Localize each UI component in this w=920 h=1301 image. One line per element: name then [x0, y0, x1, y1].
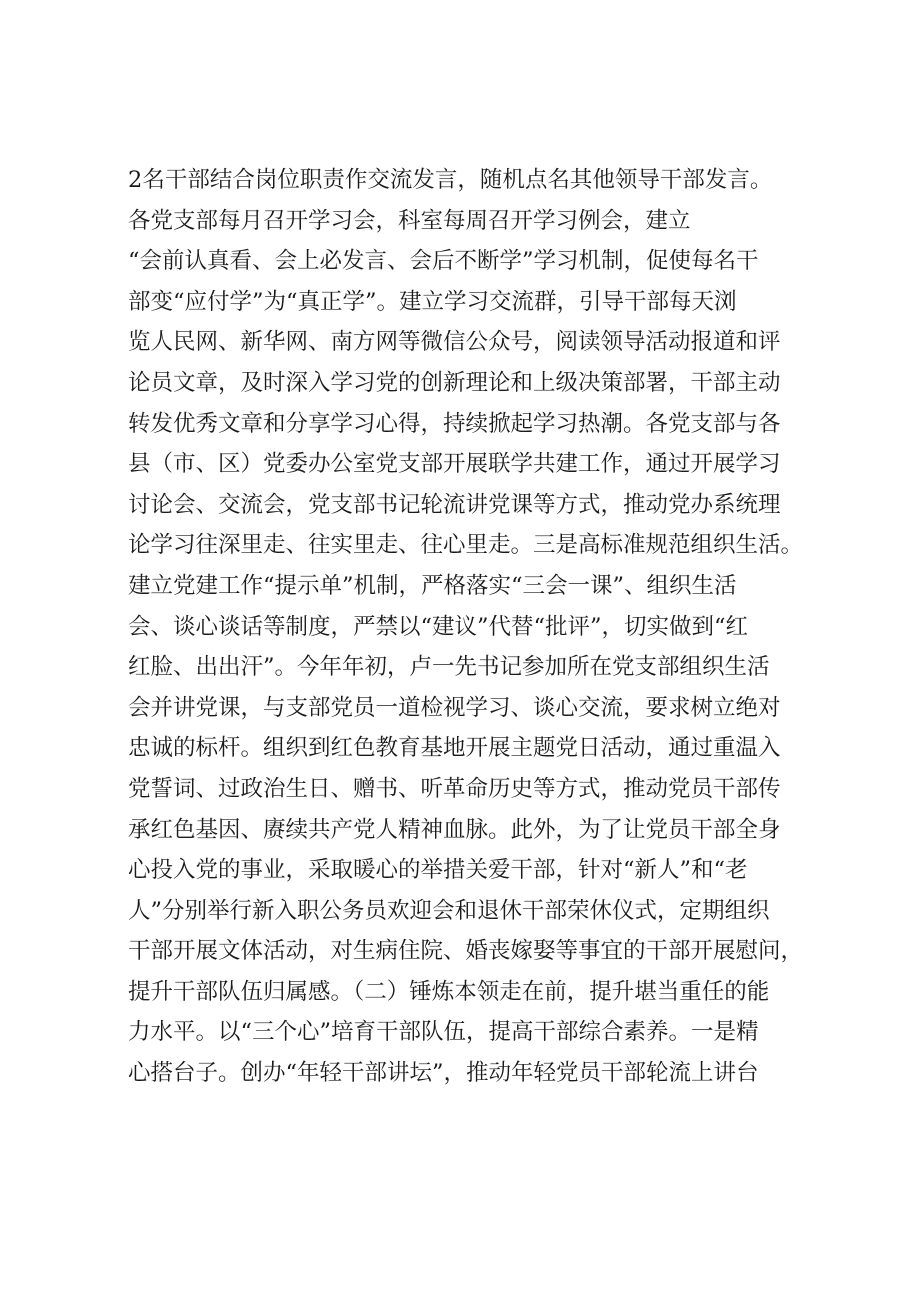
text-line: 干部开展文体活动，对生病住院、婚丧嫁娶等事宜的干部开展慰问， — [128, 938, 804, 965]
text-line: 论员文章，及时深入学习党的创新理论和上级决策部署，干部主动 — [128, 369, 781, 396]
text-line: 转发优秀文章和分享学习心得，持续掀起学习热潮。各党支部与各 — [128, 410, 781, 437]
text-line: 讨论会、交流会，党支部书记轮流讲党课等方式，推动党办系统理 — [128, 491, 781, 518]
text-line: 县（市、区）党委办公室党支部开展联学共建工作，通过开展学习 — [128, 451, 781, 478]
text-line: 提升干部队伍归属感。（二）锤炼本领走在前，提升堪当重任的能 — [128, 978, 770, 1005]
text-line: 会、谈心谈话等制度，严禁以“建议”代替“批评”，切实做到“红 — [128, 613, 749, 640]
text-line: “会前认真看、会上必发言、会后不断学”学习机制，促使每名干 — [128, 248, 759, 275]
text-line: 忠诚的标杆。组织到红色教育基地开展主题党日活动，通过重温入 — [128, 735, 781, 762]
text-line: 各党支部每月召开学习会，科室每周召开学习例会，建立 — [128, 207, 691, 234]
text-line: 部变“应付学”为“真正学”。建立学习交流群，引导干部每天浏 — [128, 288, 737, 315]
body-text — [128, 160, 808, 1094]
text-line: 心搭台子。创办“年轻干部讲坛”，推动年轻党员干部轮流上讲台 — [128, 1060, 759, 1087]
text-line: 览人民网、新华网、南方网等微信公众号，阅读领导活动报道和评 — [128, 329, 781, 356]
text-line: 心投入党的事业，采取暖心的举措关爱干部，针对“新人”和“老 — [128, 857, 748, 884]
text-line: 会并讲党课，与支部党员一道检视学习、谈心交流，要求树立绝对 — [128, 694, 781, 721]
text-line: 2名干部结合岗位职责作交流发言，随机点名其他领导干部发言。 — [128, 167, 773, 193]
text-line: 党誓词、过政治生日、赠书、听革命历史等方式，推动党员干部传 — [128, 775, 781, 802]
text-line: 建立党建工作“提示单”机制，严格落实“三会一课”、组织生活 — [128, 572, 737, 599]
text-line: 力水平。以“三个心”培育干部队伍，提高干部综合素养。一是精 — [128, 1019, 759, 1046]
text-line: 红脸、出出汗”。今年年初，卢一先书记参加所在党支部组织生活 — [128, 654, 770, 681]
text-line: 承红色基因、赓续共产党人精神血脉。此外，为了让党员干部全身 — [128, 816, 781, 843]
text-line: 人”分别举行新入职公务员欢迎会和退休干部荣休仪式，定期组织 — [128, 897, 770, 924]
text-line: 论学习往深里走、往实里走、往心里走。三是高标准规范组织生活。 — [128, 532, 804, 559]
